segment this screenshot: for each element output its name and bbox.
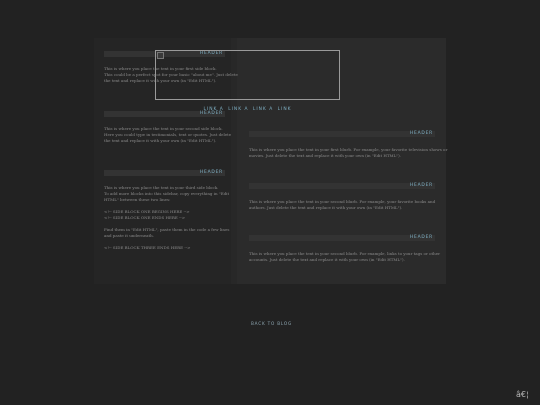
main-header-3: HEADER xyxy=(249,235,435,241)
text-line: This is where you place the text in your first side block. xyxy=(104,66,217,71)
text-line: <!-- SIDE BLOCK ONE ENDS HERE --> xyxy=(104,215,186,220)
text-line: the text and replace it with your own (in "Edit HTML"). xyxy=(104,138,217,143)
nav-link-1[interactable]: LINK A xyxy=(203,107,224,112)
broken-image-icon xyxy=(157,52,164,59)
text-line: This is where you place the text in your second blurb. For example, your favorite books and xyxy=(249,199,436,204)
text-line: This is where you place the text in your second blurb. For example, links to your tags or other xyxy=(249,251,441,256)
nav-link-2[interactable]: LINK A xyxy=(228,107,249,112)
text-line: This could be a perfect spot for your basic "about me". Just delete xyxy=(104,72,238,77)
nav-links xyxy=(155,107,340,112)
header-image xyxy=(155,50,340,100)
text-line: Find them in "Edit HTML", paste them in the code a few lines xyxy=(104,227,230,232)
text-line: HTML" between these two lines: xyxy=(104,197,171,202)
main-text-1 xyxy=(249,147,447,159)
nav-link-4[interactable]: LINK xyxy=(277,107,292,112)
main-text-3 xyxy=(249,251,440,263)
text-line: the text and replace it with your own (in "Edit HTML"). xyxy=(104,78,217,83)
back-to-blog-link[interactable]: BACK TO BLOG xyxy=(251,321,293,326)
text-line: This is where you place the text in your second side block. xyxy=(104,126,223,131)
text-line: This is where you place the text in your third side block. xyxy=(104,185,219,190)
sidebar-text-3 xyxy=(104,185,229,251)
sidebar-header-1: HEADER xyxy=(104,51,225,57)
sidebar-text-2 xyxy=(104,126,231,144)
text-line: movies. Just delete the text and replace it with your own (in "Edit HTML"). xyxy=(249,153,401,158)
nav-link-3[interactable]: LINK A xyxy=(252,107,274,112)
text-line: authors. Just delete the text and replace it with your own (in "Edit HTML"). xyxy=(249,205,403,210)
text-line: <!-- SIDE BLOCK THREE ENDS HERE --> xyxy=(104,245,191,250)
main-text-2 xyxy=(249,199,435,211)
text-line: This is where you place the text in your first blurb. For example, your favorite television shows or xyxy=(249,147,448,152)
main-header-2: HEADER xyxy=(249,183,435,189)
text-line: and paste it underneath. xyxy=(104,233,154,238)
text-line: accounts. Just delete the text and replace it with your own (in "Edit HTML"). xyxy=(249,257,405,262)
corner-text: â€¦ xyxy=(516,390,529,399)
sidebar-header-2: HEADER xyxy=(104,111,225,117)
text-line: Here you could type in testimonials, text or quotes. Just delete xyxy=(104,132,232,137)
main-header-1: HEADER xyxy=(249,131,435,137)
text-line: <!-- SIDE BLOCK ONE BEGINS HERE --> xyxy=(104,209,190,214)
sidebar-header-3: HEADER xyxy=(104,170,225,176)
text-line: To add more blocks into this sidebar, copy everything in "Edit xyxy=(104,191,230,196)
